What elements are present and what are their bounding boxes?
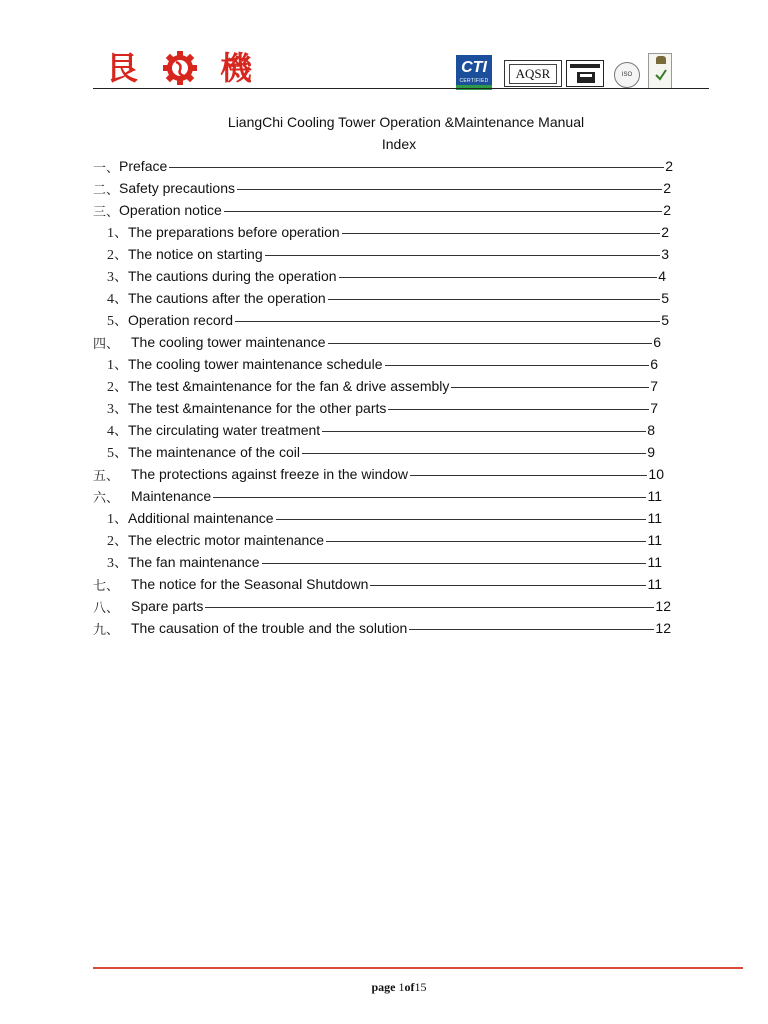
toc-entry[interactable] [93, 332, 661, 352]
document-title: LiangChi Cooling Tower Operation &Maintenance Manual [227, 114, 585, 130]
toc-entry-number: 四、 [93, 336, 120, 352]
toc-entry-number: 5、 [107, 314, 128, 329]
dotted-leader [205, 607, 654, 608]
crown-icon [656, 56, 666, 64]
toc-entry-label: The cooling tower maintenance [131, 334, 326, 350]
toc-entry-number: 九、 [93, 622, 120, 638]
toc-entry[interactable] [93, 464, 664, 484]
dotted-leader [342, 233, 661, 234]
toc-entry-label: The cautions during the operation [128, 268, 337, 284]
toc-entry-number: 八、 [93, 600, 120, 616]
toc-entry-page: 11 [647, 554, 662, 570]
toc-entry-page: 7 [650, 378, 658, 394]
toc-entry-label: The causation of the trouble and the solution [131, 620, 408, 636]
toc-entry-number: 3、 [107, 270, 128, 285]
toc-entry-label: The protections against freeze in the window [131, 466, 409, 482]
toc-entry[interactable] [93, 596, 671, 616]
toc-entry-page: 2 [665, 158, 673, 174]
index-heading: Index [381, 136, 417, 152]
dotted-leader [169, 167, 664, 168]
toc-entry-page: 4 [658, 268, 666, 284]
toc-entry-label: The electric motor maintenance [128, 532, 325, 548]
toc-entry-page: 5 [661, 290, 669, 306]
of-word: of [404, 980, 415, 994]
logo-character-right: 機 [220, 49, 253, 87]
toc-entry-number: 七、 [93, 578, 120, 594]
dotted-leader [410, 475, 647, 476]
toc-entry-page: 11 [647, 532, 662, 548]
toc-entry-page: 8 [647, 422, 655, 438]
iso-seal-logo [614, 62, 640, 88]
toc-entry-label: The test &maintenance for the fan & drive assembly [128, 378, 450, 394]
dotted-leader [302, 453, 646, 454]
dotted-leader [339, 277, 658, 278]
toc-entry-number: 2、 [107, 248, 128, 263]
toc-entry-label: Operation notice [119, 202, 222, 218]
toc-entry[interactable] [107, 288, 669, 308]
toc-entry-page: 11 [647, 510, 662, 526]
aqsr-logo [504, 60, 562, 87]
toc-entry-page: 6 [653, 334, 661, 350]
dotted-leader [322, 431, 646, 432]
toc-entry-label: The fan maintenance [128, 554, 260, 570]
toc-entry-label: Safety precautions [119, 180, 235, 196]
toc-entry-label: The notice for the Seasonal Shutdown [131, 576, 369, 592]
toc-entry-number: 5、 [107, 446, 128, 461]
certification-mark-logo [566, 60, 604, 87]
accreditation-crown-logo [648, 53, 672, 89]
toc-entry-page: 12 [655, 620, 671, 636]
dotted-leader [370, 585, 646, 586]
toc-entry-label: Maintenance [131, 488, 212, 504]
iso-seal-text: ISO [621, 72, 633, 78]
toc-entry-number: 一、 [93, 160, 120, 176]
dotted-leader [213, 497, 646, 498]
company-logo [106, 48, 258, 88]
toc-entry[interactable] [107, 442, 655, 462]
dotted-leader [328, 299, 661, 300]
toc-entry-page: 2 [663, 202, 671, 218]
toc-entry[interactable] [93, 178, 671, 198]
toc-entry-number: 1、 [107, 512, 128, 527]
toc-entry[interactable] [107, 420, 655, 440]
toc-entry[interactable] [107, 552, 662, 572]
cti-logo-text: CTI [461, 59, 487, 76]
dotted-leader [388, 409, 649, 410]
toc-entry-number: 六、 [93, 490, 120, 506]
toc-entry-page: 2 [663, 180, 671, 196]
toc-entry-number: 1、 [107, 226, 128, 241]
toc-entry[interactable] [107, 398, 658, 418]
toc-entry-number: 3、 [107, 556, 128, 571]
toc-entry-page: 11 [647, 576, 662, 592]
aqsr-logo-text: AQSR [509, 64, 557, 84]
dotted-leader [326, 541, 646, 542]
toc-entry-label: Operation record [128, 312, 234, 328]
toc-entry-page: 2 [661, 224, 669, 240]
toc-entry-number: 五、 [93, 468, 120, 484]
toc-entry-label: The cautions after the operation [128, 290, 326, 306]
toc-entry-page: 12 [655, 598, 671, 614]
toc-entry-label: The test &maintenance for the other parts [128, 400, 387, 416]
toc-entry-number: 4、 [107, 424, 128, 439]
dotted-leader [409, 629, 654, 630]
toc-entry-label: The notice on starting [128, 246, 263, 262]
dotted-leader [451, 387, 649, 388]
toc-entry-page: 9 [647, 444, 655, 460]
dotted-leader [385, 365, 650, 366]
toc-entry-number: 三、 [93, 204, 120, 220]
dotted-leader [235, 321, 660, 322]
gear-emblem-icon [160, 50, 200, 86]
toc-entry-label: The maintenance of the coil [128, 444, 300, 460]
dotted-leader [276, 519, 647, 520]
cti-logo-subtext: CERTIFIED [459, 78, 489, 84]
toc-entry[interactable] [93, 200, 671, 220]
cti-certified-logo [456, 55, 492, 90]
dotted-leader [265, 255, 661, 256]
toc-entry-page: 6 [650, 356, 658, 372]
toc-entry-label: The circulating water treatment [128, 422, 321, 438]
toc-entry[interactable] [107, 354, 658, 374]
toc-entry-label: The cooling tower maintenance schedule [128, 356, 383, 372]
check-mark-icon [654, 68, 668, 82]
toc-entry[interactable] [93, 486, 662, 506]
toc-entry-page: 7 [650, 400, 658, 416]
toc-entry-page: 11 [647, 488, 662, 504]
toc-entry[interactable] [93, 156, 673, 176]
dotted-leader [262, 563, 647, 564]
dotted-leader [328, 343, 653, 344]
toc-entry-page: 5 [661, 312, 669, 328]
dotted-leader [237, 189, 662, 190]
toc-entry-number: 4、 [107, 292, 128, 307]
toc-entry[interactable] [107, 310, 669, 330]
toc-entry-label: Additional maintenance [128, 510, 274, 526]
logo-character-left: 艮 [106, 49, 139, 87]
toc-entry[interactable] [107, 266, 666, 286]
toc-entry-page: 10 [648, 466, 664, 482]
toc-entry-number: 2、 [107, 380, 128, 395]
toc-entry[interactable] [93, 574, 662, 594]
toc-entry[interactable] [107, 530, 662, 550]
toc-entry[interactable] [93, 618, 671, 638]
page-word: page [371, 980, 399, 994]
toc-entry[interactable] [107, 222, 669, 242]
toc-entry-label: Preface [119, 158, 168, 174]
page-number [15, 980, 768, 995]
footer-divider [93, 967, 743, 969]
toc-entry-label: Spare parts [131, 598, 204, 614]
toc-entry-number: 2、 [107, 534, 128, 549]
current-page: 1 [398, 980, 405, 994]
toc-entry-label: The preparations before operation [128, 224, 340, 240]
header-divider [93, 88, 709, 89]
toc-entry-page: 3 [661, 246, 669, 262]
toc-entry-number: 1、 [107, 358, 128, 373]
total-pages: 15 [414, 980, 427, 994]
toc-entry[interactable] [107, 376, 658, 396]
toc-entry[interactable] [107, 508, 662, 528]
toc-entry-number: 二、 [93, 182, 120, 198]
dotted-leader [224, 211, 662, 212]
toc-entry-number: 3、 [107, 402, 128, 417]
toc-entry[interactable] [107, 244, 669, 264]
